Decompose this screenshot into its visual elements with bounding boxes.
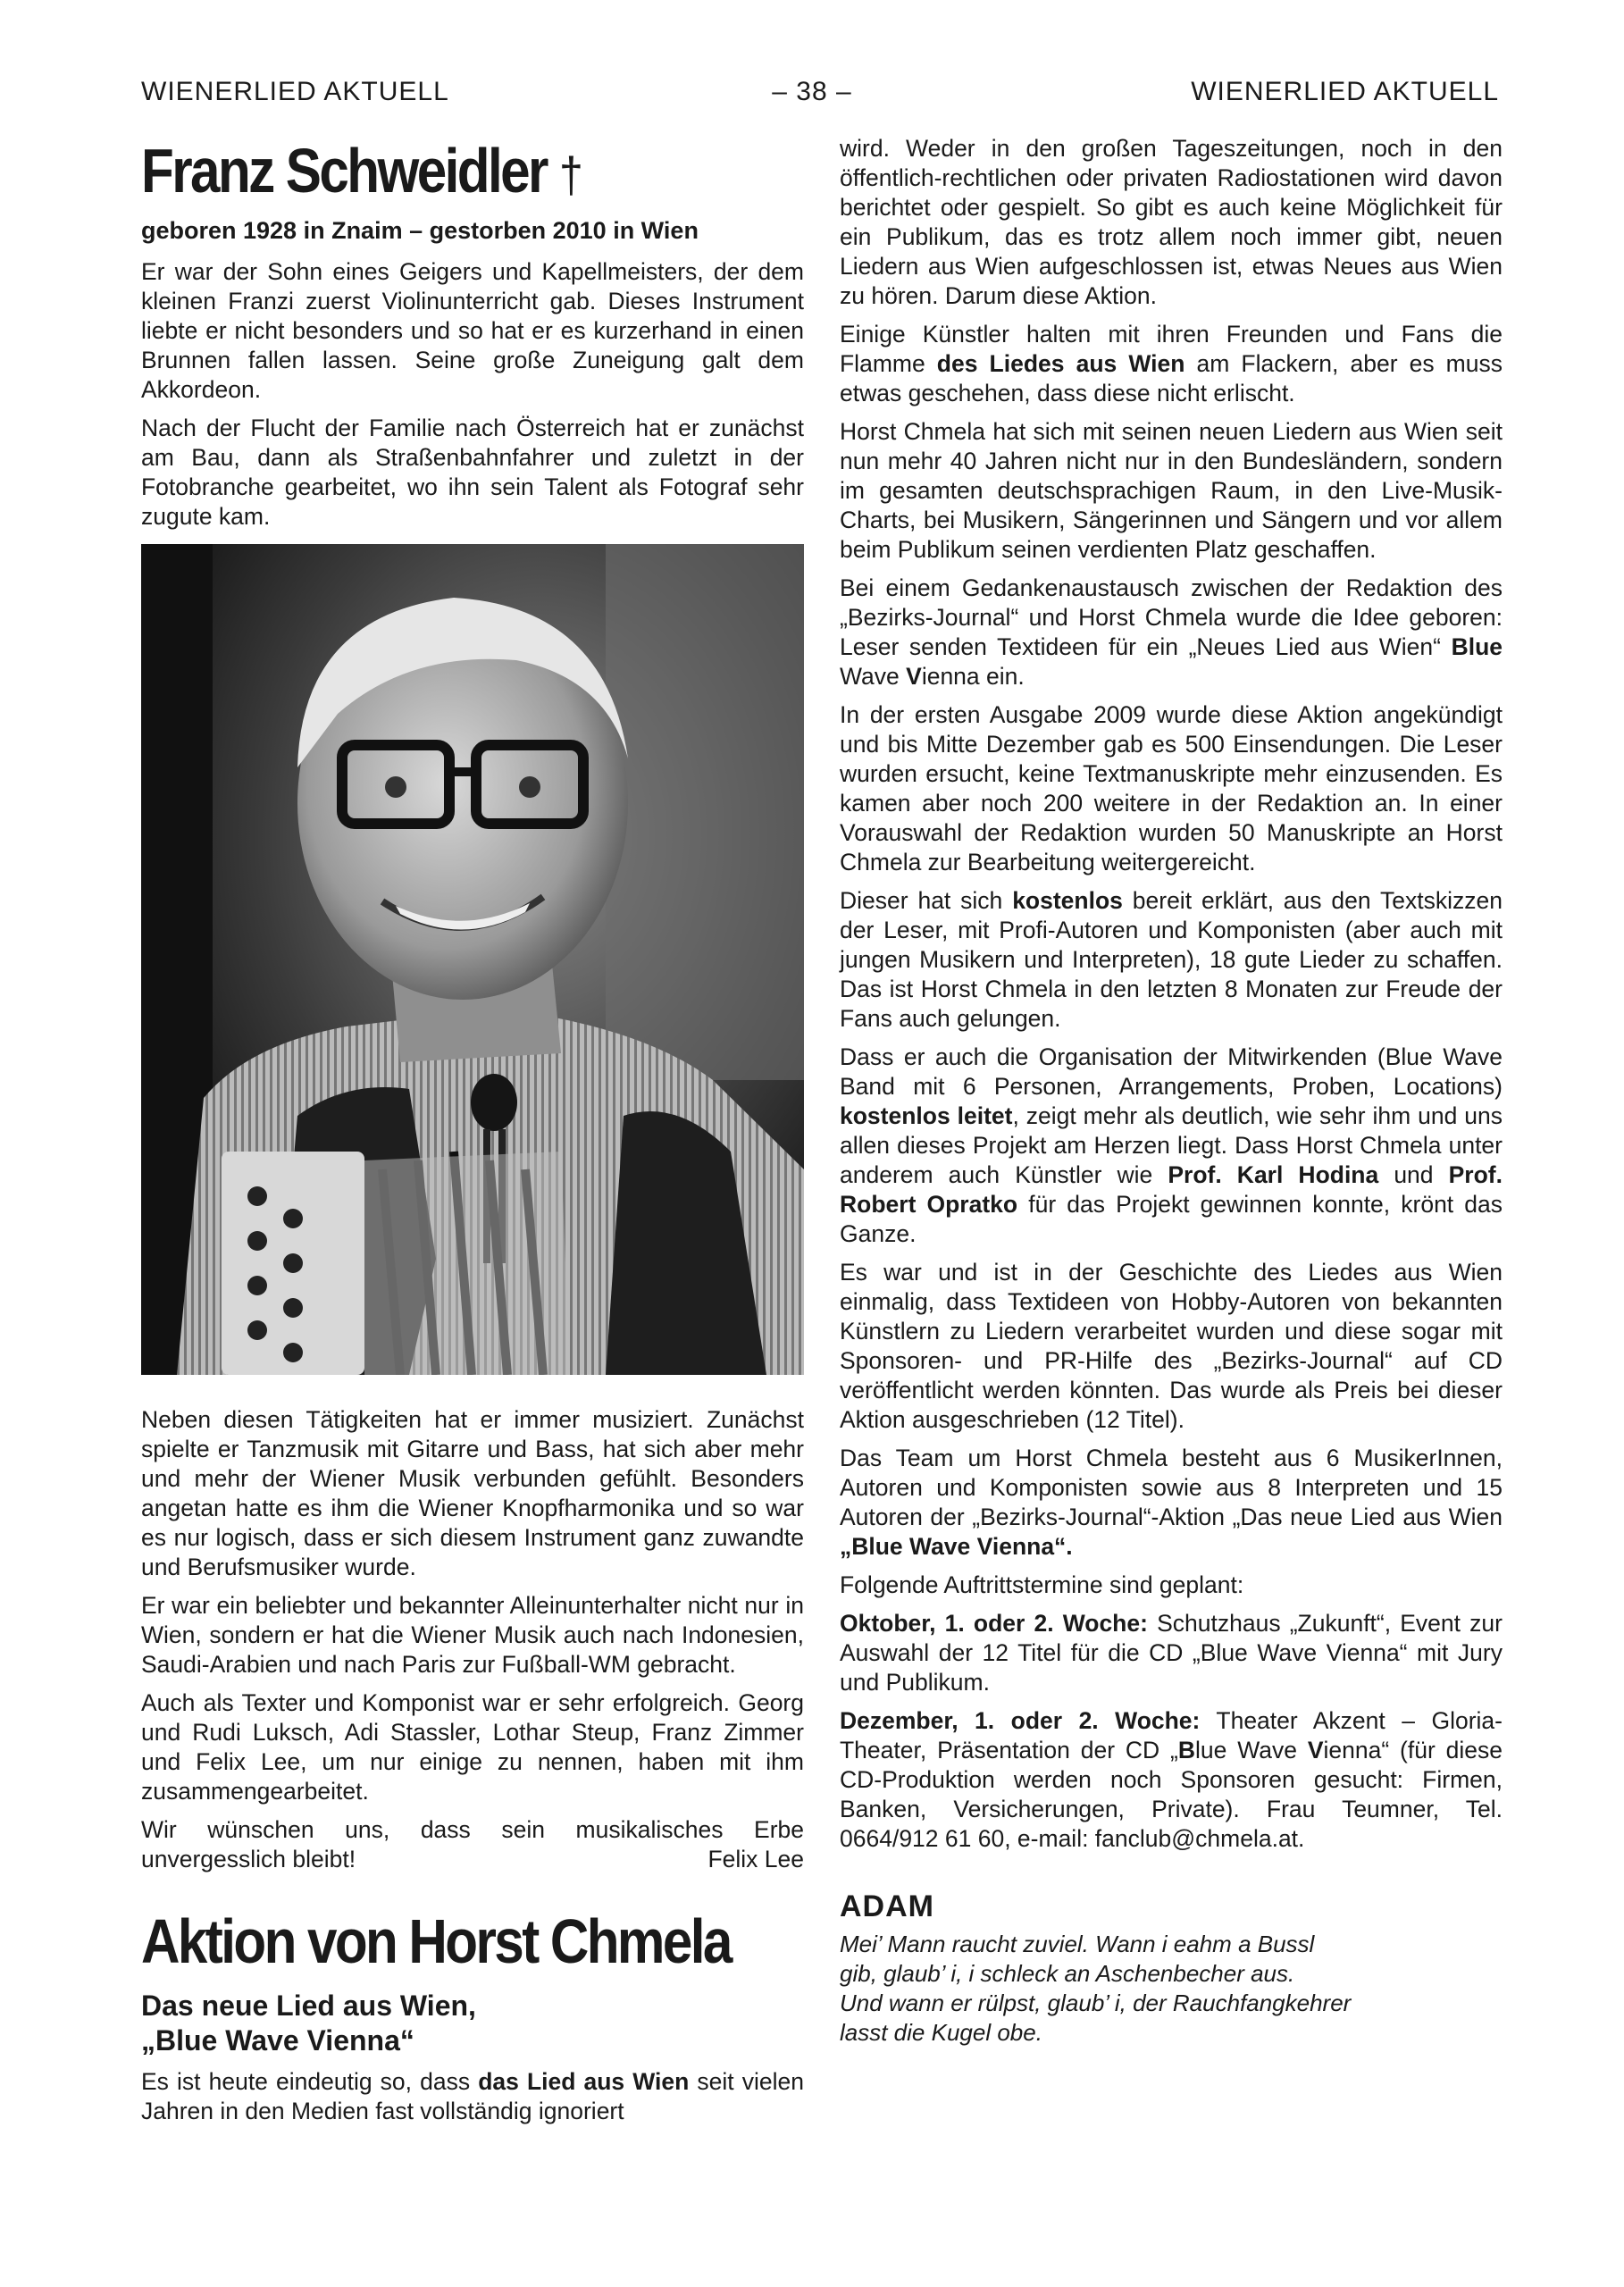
right-column — [840, 134, 1503, 2048]
text-run-bold: B — [1177, 1737, 1195, 1763]
text-run-bold: V — [906, 663, 922, 690]
text-run: lue Wave — [1195, 1737, 1308, 1763]
paragraph: Er war der Sohn eines Geigers und Kapellmeisters, der dem kleinen Franzi zuerst Violinunterricht gab. Dieses Instrument liebte er nicht besonders und so hat er es kurzerhand in einen Brunnen fallen lassen. Seine große Zuneigung galt dem Akkordeon. — [141, 258, 804, 403]
dagger-icon: † — [559, 147, 583, 203]
paragraph: Es war und ist in der Geschichte des Liedes aus Wien einmalig, dass Textideen von Hobby-Autoren von bekannten Künstlern zu Liedern verarbeitet wurden und diese sogar mit Sponsoren- und PR-Hilfe des „Bezirks-Journal“ auf CD veröffentlicht werden könnten. Das wurde als Preis bei dieser Aktion ausgeschrieben (12 Titel). — [840, 1259, 1503, 1433]
paragraph — [840, 1706, 1503, 1854]
paragraph — [840, 574, 1503, 691]
closing-text: Wir wünschen uns, dass sein musikalisches Erbe unvergesslich bleibt! — [141, 1816, 804, 1872]
paragraph: wird. Weder in den großen Tageszeitungen, noch in den öffentlich-rechtlichen oder privaten Radiostationen wird davon berichtet oder gespielt. So gibt es auch keine Möglichkeit für ein Publikum, das es trotz allem noch immer gibt, neuen Liedern aus Wien aufgeschlossen ist, etwas Neues aus Wien zu hören. Darum diese Aktion. — [840, 135, 1503, 309]
paragraph: Nach der Flucht der Familie nach Österreich hat er zunächst am Bau, dann als Straßenbahnfahrer und zuletzt in der Fotobranche gearbeitet, wo ihn sein Talent als Fotograf sehr zugute kam. — [141, 415, 804, 530]
article-subtitle: geboren 1928 in Znaim – gestorben 2010 in Wien — [141, 217, 699, 244]
text-run-bold: das Lied aus Wien — [478, 2068, 690, 2095]
text-run: ienna ein. — [921, 663, 1025, 690]
paragraph — [840, 886, 1503, 1034]
text-run: Es ist heute eindeutig so, dass — [141, 2068, 479, 2095]
paragraph — [840, 1609, 1503, 1697]
text-run-bold: Oktober, 1. oder 2. Woche: — [840, 1610, 1148, 1637]
portrait-photo — [141, 544, 804, 1375]
subtitle-line: Das neue Lied aus Wien, — [141, 1990, 476, 2022]
text-run-bold: V — [1307, 1737, 1324, 1763]
text-run: Bei einem Gedankenaustausch zwischen der Redaktion des „Bezirks-Journal“ und Horst Chmela wurde die Idee geboren: Leser senden Textideen für ein „Neues Lied aus Wien“ — [840, 574, 1503, 660]
paragraph: Er war ein beliebter und bekannter Alleinunterhalter nicht nur in Wien, sondern er hat die Wiener Musik auch nach Indonesien, Saudi-Arabien und nach Paris zur Fußball-WM gebracht. — [141, 1592, 804, 1678]
text-run-bold: Dezember, 1. oder 2. Woche: — [840, 1707, 1201, 1734]
left-column — [141, 134, 804, 2135]
paragraph: Horst Chmela hat sich mit seinen neuen Liedern aus Wien seit nun mehr 40 Jahren nicht nur in den Bundesländern, sondern im gesamten deutschsprachigen Raum, in den Live-Musik-Charts, bei Musikern, Sängerinnen und Sängern und vor allem beim Publikum seinen verdienten Platz geschaffen. — [840, 418, 1503, 563]
article-title-obituary — [141, 134, 711, 212]
article-title-text: Franz Schweidler — [141, 136, 547, 205]
text-run: Schutzhaus „Zukunft“, Event zur Auswahl der 12 Titel für die CD „Blue Wave Vienna“ mit Jury und Publikum. — [840, 1610, 1503, 1696]
poem-line: Und wann er rülpst, glaub’ i, der Rauchfangkehrer — [840, 1990, 1352, 2016]
text-run-bold: Prof. Karl Hodina — [1168, 1161, 1379, 1188]
text-run: , zeigt mehr als deutlich, wie sehr ihm und uns allen dieses Projekt am Herzen liegt. Dass Horst Chmela unter anderem auch Künstler wie — [840, 1102, 1503, 1188]
running-header-right: WIENERLIED AKTUELL — [1191, 77, 1499, 106]
text-run-bold: Blue — [1451, 633, 1503, 660]
text-run: am Flackern, aber es muss etwas geschehen, dass diese nicht erlischt. — [840, 350, 1503, 406]
poem-line: lasst die Kugel obe. — [840, 2019, 1042, 2046]
paragraph — [141, 2067, 804, 2126]
text-run: Dieser hat sich — [840, 887, 1013, 914]
text-run: Theater Akzent – Gloria-Theater, Präsentation der CD „ — [840, 1707, 1503, 1763]
article-title-aktion: Aktion von Horst Chmela — [141, 1906, 731, 1976]
text-run: seit vielen Jahren in den Medien fast vollständig ignoriert — [141, 2068, 805, 2124]
text-run-bold: des Liedes aus Wien — [936, 350, 1185, 377]
running-header-left: WIENERLIED AKTUELL — [141, 77, 449, 106]
text-run: für das Projekt gewinnen konnte, krönt das Ganze. — [840, 1191, 1503, 1247]
paragraph: Neben diesen Tätigkeiten hat er immer musiziert. Zunächst spielte er Tanzmusik mit Gitarre und Bass, hat sich aber mehr und mehr der Wiener Musik verbunden gefühlt. Besonders angetan hatte es ihm die Wiener Knopfharmonika und so war es nur logisch, dass er sich diesem Instrument ganz zuwandte und Berufsmusiker wurde. — [141, 1406, 804, 1580]
text-run-bold: Prof. Robert Opratko — [840, 1161, 1503, 1218]
paragraph — [840, 1444, 1503, 1562]
article-subtitle-aktion — [141, 1989, 804, 2058]
closing-paragraph — [141, 1815, 804, 1874]
author-signature: Felix Lee — [707, 1846, 804, 1872]
poem-title: ADAM — [840, 1889, 934, 1923]
paragraph: Auch als Texter und Komponist war er sehr erfolgreich. Georg und Rudi Luksch, Adi Stassler, Lothar Steup, Franz Zimmer und Felix Lee, um nur einige zu nennen, haben mit ihm zusammengearbeitet. — [141, 1689, 804, 1805]
text-run: Das Team um Horst Chmela besteht aus 6 MusikerInnen, Autoren und Komponisten sowie aus 8 Interpreten und 15 Autoren der „Bezirks-Journal“-Aktion „Das neue Lied aus Wien — [840, 1445, 1503, 1530]
text-run: Wave — [840, 663, 907, 690]
paragraph — [840, 1043, 1503, 1249]
text-run: bereit erklärt, aus den Textskizzen der Leser, mit Profi-Autoren und Komponisten (aber auch mit jungen Musikern und Interpreten), 18 gute Lieder zu schaffen. Das ist Horst Chmela in den letzten 8 Monaten zur Freude der Fans auch gelungen. — [840, 887, 1503, 1032]
page-number: – 38 – — [772, 77, 852, 106]
text-run: ienna“ (für diese CD-Produktion werden noch Sponsoren gesucht: Firmen, Banken, Versicherungen, Private). Frau Teumner, Tel. 0664/912 61 60, e-mail: fanclub@chmela.at. — [840, 1737, 1503, 1852]
paragraph: Folgende Auftrittstermine sind geplant: — [840, 1571, 1244, 1598]
subtitle-line: „Blue Wave Vienna“ — [141, 2024, 414, 2057]
text-run-bold: kostenlos — [1012, 887, 1123, 914]
paragraph: In der ersten Ausgabe 2009 wurde diese Aktion angekündigt und bis Mitte Dezember gab es 500 Einsendungen. Die Leser wurden ersucht, keine Textmanuskripte mehr einzusenden. Es kamen aber noch 200 weitere in der Redaktion an. In einer Vorauswahl der Redaktion wurden 50 Manuskripte an Horst Chmela zur Bearbeitung weitergereicht. — [840, 701, 1503, 875]
text-run-bold: kostenlos leitet — [840, 1102, 1013, 1129]
text-run-bold: „Blue Wave Vienna“. — [840, 1533, 1073, 1560]
paragraph — [840, 320, 1503, 408]
accordion-player-illustration — [141, 544, 804, 1375]
text-run: Einige Künstler halten mit ihren Freunden und Fans die Flamme — [840, 321, 1503, 377]
poem-line: gib, glaub’ i, i schleck an Aschenbecher aus. — [840, 1960, 1295, 1987]
text-run: Dass er auch die Organisation der Mitwirkenden (Blue Wave Band mit 6 Personen, Arrangements, Proben, Locations) — [840, 1043, 1503, 1100]
text-run: und — [1378, 1161, 1449, 1188]
poem-line: Mei’ Mann raucht zuviel. Wann i eahm a Bussl — [840, 1931, 1315, 1957]
